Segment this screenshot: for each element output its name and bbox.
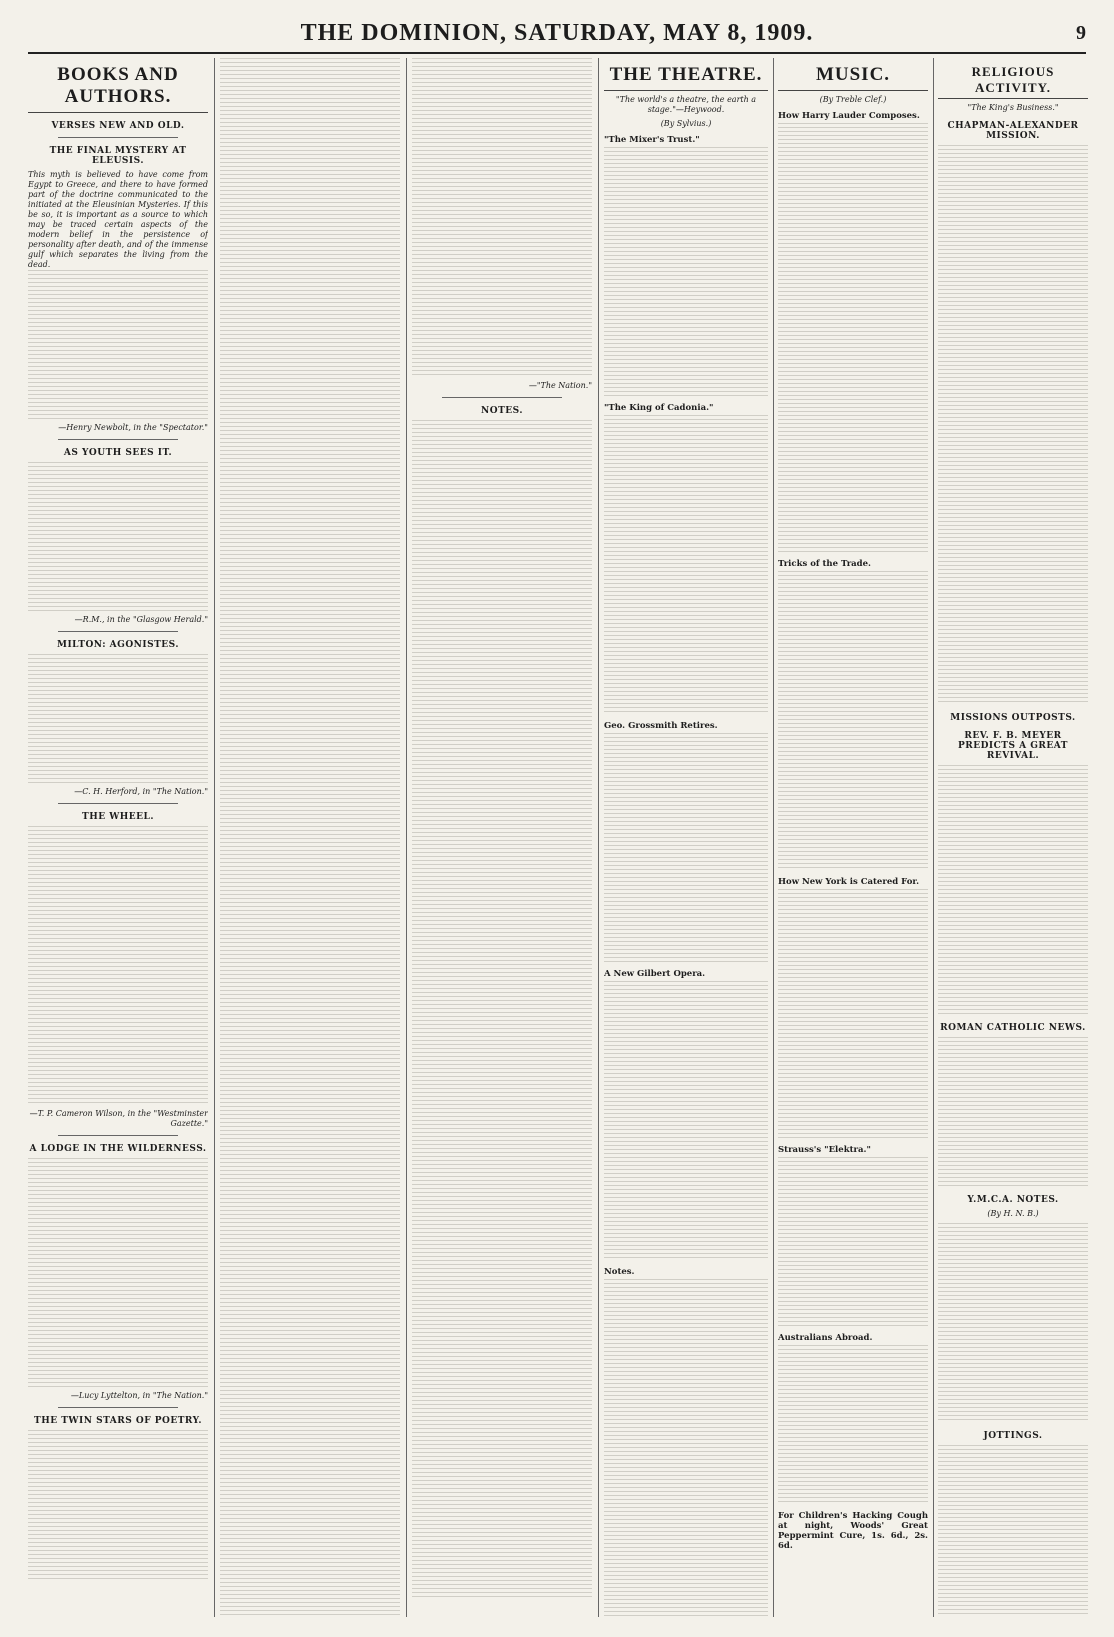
article-heading: JOTTINGS. (983, 1431, 1043, 1441)
books-column-3 (412, 58, 592, 1617)
article-heading: How Harry Lauder Composes. (778, 111, 920, 121)
poem-title: THE FINAL MYSTERY AT ELEUSIS. (49, 146, 187, 166)
poem-body (28, 1158, 208, 1388)
article-body (604, 147, 768, 397)
article-body (604, 1279, 768, 1617)
article-body (604, 733, 768, 963)
essay-body (28, 1430, 208, 1580)
article-heading: Geo. Grossmith Retires. (604, 721, 718, 731)
column-rule (214, 58, 215, 1617)
article-heading: Australians Abroad. (778, 1333, 873, 1343)
article-body (778, 1345, 928, 1505)
article-heading: "The Mixer's Trust." (604, 135, 700, 145)
poem-body (28, 826, 208, 1106)
music-byline: (By Treble Clef.) (819, 95, 887, 104)
books-column-1 (28, 58, 208, 1617)
essay-title: THE TWIN STARS OF POETRY. (34, 1416, 202, 1426)
divider (442, 397, 562, 398)
verses-heading: VERSES NEW AND OLD. (51, 121, 185, 131)
theatre-motto: "The world's a theatre, the earth a stage."—Heywood. (615, 95, 757, 114)
newspaper-title: THE DOMINION, SATURDAY, MAY 8, 1909. (300, 20, 814, 46)
article-body (938, 1223, 1088, 1423)
article-heading: REV. F. B. MEYER PREDICTS A GREAT REVIVAL. (958, 731, 1068, 761)
poem-signature: —T. P. Cameron Wilson, in the "Westminster Gazette." (29, 1109, 208, 1128)
column-rule (598, 58, 599, 1617)
music-section-title: MUSIC. (778, 58, 928, 91)
article-heading: MISSIONS OUTPOSTS. (950, 713, 1076, 723)
poem-signature: —Henry Newbolt, in the "Spectator." (58, 423, 208, 432)
masthead (28, 18, 1086, 54)
article-body (604, 981, 768, 1261)
article-heading: Notes. (604, 1267, 635, 1277)
poem-signature: —C. H. Herford, in "The Nation." (74, 787, 208, 796)
theatre-section-title: THE THEATRE. (604, 58, 768, 91)
poem-body (28, 270, 208, 420)
column-rule (773, 58, 774, 1617)
advertisement: For Children's Hacking Cough at night, Woods' Great Peppermint Cure, 1s. 6d., 2s. 6d. (778, 1511, 928, 1551)
article-body (938, 145, 1088, 705)
article-heading: Y.M.C.A. NOTES. (967, 1195, 1059, 1205)
divider (58, 1135, 178, 1136)
poem-signature: —Lucy Lyttelton, in "The Nation." (70, 1391, 208, 1400)
divider (58, 1407, 178, 1408)
religious-section-title: RELIGIOUS ACTIVITY. (938, 58, 1088, 99)
divider (58, 439, 178, 440)
poem-title: AS YOUTH SEES IT. (63, 448, 173, 458)
article-heading: CHAPMAN-ALEXANDER MISSION. (947, 121, 1079, 141)
religious-column (938, 58, 1088, 1617)
theatre-column (604, 58, 768, 1617)
article-body (604, 415, 768, 715)
poem-title: MILTON: AGONISTES. (57, 640, 179, 650)
divider (58, 137, 178, 138)
column-rule (933, 58, 934, 1617)
religious-motto: "The King's Business." (967, 103, 1059, 112)
essay-body (412, 58, 592, 378)
poem-body (28, 462, 208, 612)
divider (58, 631, 178, 632)
notes-heading: NOTES. (481, 406, 523, 416)
article-body (938, 765, 1088, 1015)
article-heading: Strauss's "Elektra." (778, 1145, 871, 1155)
article-body (778, 571, 928, 871)
poem-intro: This myth is believed to have come from Egypt to Greece, and there to have formed part of the doctrine communicated to the initiated at the Eleusinian Mysteries. If this be so, it is important as a source to which may be traced certain aspects of the modern belief in the persistence of personality after death, and of the immense gulf which separates the living from the dead. (28, 170, 208, 269)
article-body (938, 1445, 1088, 1617)
article-byline: (By H. N. B.) (987, 1209, 1039, 1218)
poem-signature: —R.M., in the "Glasgow Herald." (74, 615, 208, 624)
essay-body (220, 58, 400, 1617)
article-body (938, 1037, 1088, 1187)
article-heading: ROMAN CATHOLIC NEWS. (940, 1023, 1086, 1033)
poem-body (28, 654, 208, 784)
article-body (778, 889, 928, 1139)
divider (58, 803, 178, 804)
poem-title: A LODGE IN THE WILDERNESS. (29, 1144, 207, 1154)
column-rule (406, 58, 407, 1617)
essay-signature: —"The Nation." (528, 381, 592, 390)
books-section-title: BOOKS AND AUTHORS. (28, 58, 208, 113)
article-heading: Tricks of the Trade. (778, 559, 871, 569)
books-column-2 (220, 58, 400, 1617)
article-body (778, 1157, 928, 1327)
article-heading: "The King of Cadonia." (604, 403, 714, 413)
theatre-byline: (By Sylvius.) (660, 119, 712, 128)
poem-title: THE WHEEL. (82, 812, 154, 822)
article-heading: A New Gilbert Opera. (604, 969, 706, 979)
notes-body (412, 420, 592, 1600)
music-column (778, 58, 928, 1617)
article-heading: How New York is Catered For. (778, 877, 920, 887)
article-body (778, 123, 928, 553)
page-number: 9 (1076, 22, 1086, 44)
